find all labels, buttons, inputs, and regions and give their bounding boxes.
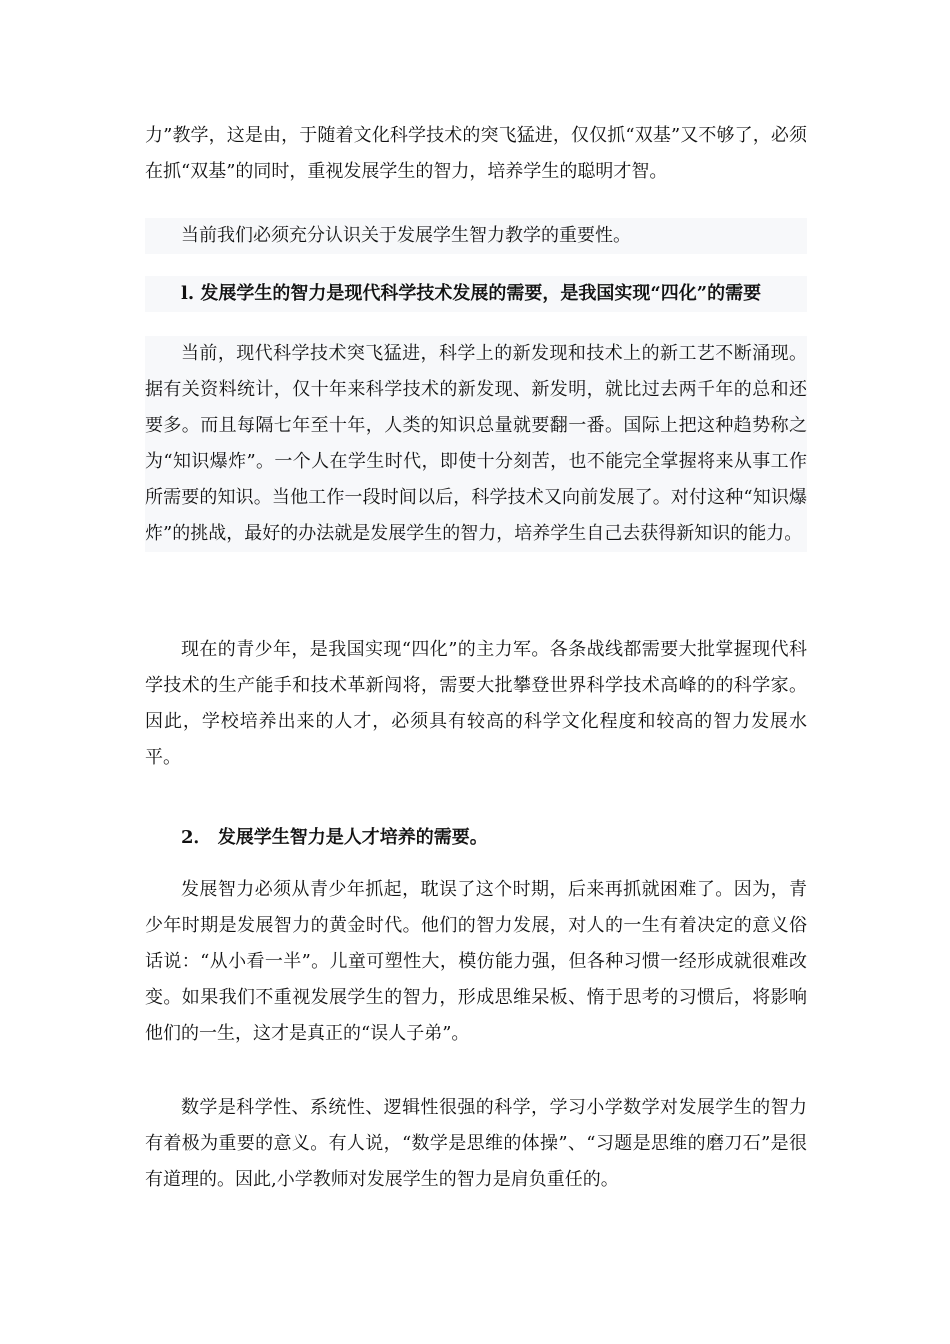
section-2-heading: 2． 发展学生智力是人才培养的需要。 [181,827,488,848]
intro-paragraph: 当前我们必须充分认识关于发展学生智力教学的重要性。 [145,218,807,254]
section-1-paragraph-2: 现在的青少年，是我国实现“四化”的主力军。各条战线都需要大批掌握现代科学技术的生产能手和技术革新闯将，需要大批攀登世界科学技术高峰的的科学家。因此，学校培养出来的人才，必须具有较高的科学文化程度和较高的智力发展水平。 [145,639,807,768]
section-1-paragraph-1: 当前，现代科学技术突飞猛进，科学上的新发现和技术上的新工艺不断涌现。据有关资料统计，仅十年来科学技术的新发现、新发明，就比过去两千年的总和还要多。而且每隔七年至十年，人类的知识总量就要翻一番。国际上把这种趋势称之为“知识爆炸”。一个人在学生时代，即使十分刻苦，也不能完全掌握将来从事工作所需要的知识。当他工作一段时间以后，科学技术又向前发展了。对付这种“知识爆炸”的挑战，最好的办法就是发展学生的智力，培养学生自己去获得新知识的能力。 [145,336,807,552]
section-2-paragraph-1: 发展智力必须从青少年抓起，耽误了这个时期，后来再抓就困难了。因为，青少年时期是发展智力的黄金时代。他们的智力发展，对人的一生有着决定的意义俗话说：“从小看一半”。儿童可塑性大，模仿能力强，但各种习惯一经形成就很难改变。如果我们不重视发展学生的智力，形成思维呆板、惰于思考的习惯后，将影响他们的一生，这才是真正的“误人子弟”。 [145,879,807,1044]
section-2-paragraph-2: 数学是科学性、系统性、逻辑性很强的科学，学习小学数学对发展学生的智力有着极为重要的意义。有人说，“数学是思维的体操”、“习题是思维的磨刀石”是很有道理的。因此,小学教师对发展学生的智力是肩负重任的。 [145,1097,807,1190]
continuation-paragraph: 力”教学，这是由，于随着文化科学技术的突飞猛进，仅仅抓“双基”又不够了，必须在抓“双基”的同时，重视发展学生的智力，培养学生的聪明才智。 [145,125,807,182]
section-1-heading: l. 发展学生的智力是现代科学技术发展的需要，是我国实现“四化”的需要 [145,276,807,312]
